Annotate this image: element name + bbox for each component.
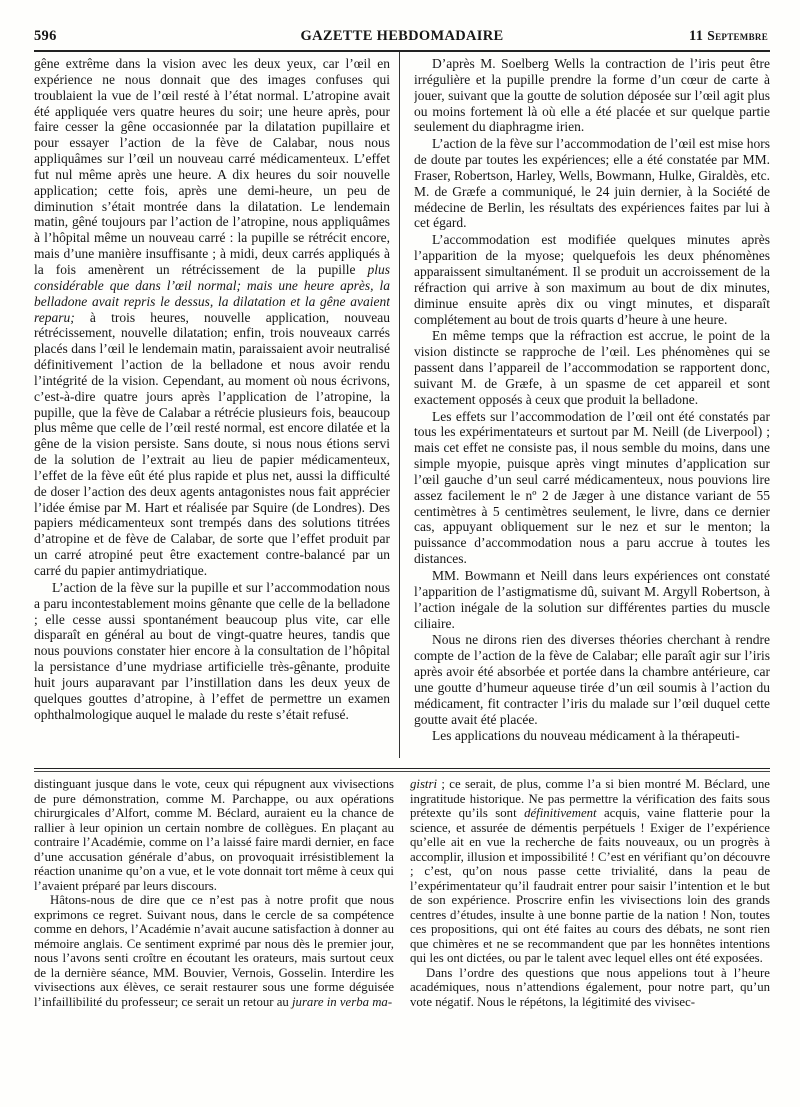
lower-right-column: [410, 777, 770, 1107]
paragraph: [410, 777, 770, 966]
paragraph: [34, 893, 394, 1009]
text-run: gêne extrême dans la vision avec les deux yeux, car l’œil en expérience ne nous donnait que des images confuses qui troublaient la vue de l’œil resté à l’état normal. L’atropine avait été appliquée vers quatre heures du soir; une heure après, pour faire cesser la gêne occasionnée par la dilatation pupillaire et pour essayer l’action de la fève de Calabar, nous nous appliquâmes sur l’œil un nouveau carré médicamenteux. L’effet fut nul même après une heure. A dix heures du soir nouvelle application; cette fois, après une demi-heure, un peu de diminution s’était montrée dans la dilatation. Le lendemain matin, gêné toujours par l’action de l’atropine, nous appliquâmes à l’hôpital même un nouveau carré : la pupille se rétrécit encore, mais d’une manière insuffisante ; à midi, deux carrés appliqués à la fois amenèrent un rétrécissement de la pupille: [34, 56, 390, 277]
text-run: à trois heures, nouvelle application, nouveau rétrécissement, nouvelle dilatation; enfin, trois nouveaux carrés placés dans l’œil le lendemain matin, paraissaient avoir neutralisé définitivement l’action de la belladone et nous avoir rendu l’intégrité de la vision. Cependant, au moment où nous écrivons, c’est-à-dire quatre jours après l’application de l’atropine, la pupille, que la fève de Calabar a rétrécie plusieurs fois, beaucoup plus même que celle de l’œil resté normal, est encore dilatée et la gêne de la vision persiste. Sans doute, si nous nous étions servi de la solution de l’extrait au lieu de papier médicamenteux, l’effet de la fève eût été plus rapide et plus net, aussi la difficulté de doser l’action des deux agents antagonistes nous fait apprécier l’idée émise par M. Hart et réalisée par Squire (de Londres). Des papiers médicamenteux sont trempés dans des solutions titrées d’atropine et de fève de Calabar, de sorte que l’effet produit par un carré atropiné peut être exactement contre-balancé par un carré du papier antimydriatique.: [34, 309, 390, 578]
feuilleton-section: [34, 772, 770, 1107]
lower-left-column: [34, 777, 394, 1107]
paragraph: En même temps que la réfraction est accrue, le point de la vision distincte se rapproche de l’œil. Les phénomènes qui se passent dans l’appareil de l’accommodation se rapportent donc, suivant M. de Græfe, à un spasme de cet appareil et sont exactement opposés à ceux que produit la belladone.: [414, 328, 770, 407]
paragraph: Dans l’ordre des questions que nous appelions tout à l’heure académiques, nous n’attendions également, pour notre part, qu’un vote négatif. Nous le répétons, la légitimité des vivisec-: [410, 965, 770, 1009]
page-number: 596: [34, 28, 57, 44]
issue-day: 11: [689, 28, 704, 44]
issue-date: [689, 28, 768, 45]
paragraph: L’action de la fève sur l’accommodation de l’œil est mise hors de doute par toutes les expériences; elle a été constatée par MM. Fraser, Robertson, Harley, Wells, Bowmann, Hulke, Giraldès, etc. M. de Græfe a communiqué, le 24 juin dernier, à la Société de médecine de Berlin, les résultats des expériences faites par lui à cet égard.: [414, 136, 770, 231]
paragraph: L’action de la fève sur la pupille et sur l’accommodation nous a paru incontestablement moins gênante que celle de la belladone ; elle cesse aussi spontanément beaucoup plus vite, car elle disparaît en général au bout de vingt-quatre heures, tandis que nous pouvions constater hier encore à la consultation de l’hôpital la persistance d’une mydriase artificielle très-gênante, produite huit jours auparavant par l’instillation dans les deux yeux de quelques gouttes d’atropine, à l’effet de permettre un examen ophthalmologique auquel le malade du reste s’était refusé.: [34, 579, 390, 722]
paragraph: Nous ne dirons rien des diverses théories cherchant à rendre compte de l’action de la fève de Calabar; elle paraît agir sur l’iris après avoir été absorbée et portée dans la chambre antérieure, car une goutte d’humeur aqueuse tirée d’un œil soumis à l’action du médicament, fit contracter l’iris du malade sur l’œil duquel cette goutte avait été placée.: [414, 632, 770, 727]
column-divider: [399, 52, 400, 758]
text-run: Hâtons-nous de dire que ce n’est pas à notre profit que nous exprimons ce regret. Suivant nous, dans le cercle de sa compétence comme en dehors, l’Académie n’avait aucune satisfaction à donner au mémoire anglais. Ce sentiment exprimé par nous dès le premier jour, nous l’avons senti croître en écoutant les orateurs, mais surtout ceux de la dernière séance, MM. Bouvier, Vernois, Gosselin. Interdire les vivisections aux élèves, ce serait restaurer sous une forme déguisée l’infaillibilité du professeur; ce serait un retour au: [34, 893, 394, 1009]
publication-title: GAZETTE HEBDOMADAIRE: [300, 28, 504, 44]
paragraph: L’accommodation est modifiée quelques minutes après l’apparition de la myose; quelquefois les deux phénomènes apparaissent simultanément. Il se produit un accroissement de la réfraction qui arrive à son maximum au bout de dix minutes, diminue ensuite après dix ou vingt minutes, et disparaît complétement au bout de trois quarts d’heure à une heure.: [414, 232, 770, 327]
italic-run: définitivement: [524, 806, 597, 820]
upper-left-column: [34, 52, 390, 758]
article-upper: [34, 52, 770, 758]
paragraph: D’après M. Soelberg Wells la contraction de l’iris peut être irrégulière et la pupille prendre la forme d’un cœur de carte à jouer, suivant que la goutte de solution déposée sur l’œil agit plus ou moins fortement là où elle a été placée et sur quelque partie seulement du diaphragme irien.: [414, 56, 770, 135]
text-run: acquis, vaine flatterie pour la science, et assurée de démentis perpétuels ! Exiger de l’expérience qu’elle ait en vue la recherche de faits nouveaux, ou un progrès à accomplir, illusion et impossibilité ! C’est en vérifiant qu’on découvre ; c’est, qu’on nous passe cette trivialité, dans la peau de l’expérimentateur qu’il faudrait entrer pour saisir l’intention et le but de son expérience. Proscrire enfin les vivisections loin des grands centres d’études, insulte à une bonne partie de la nation ! Non, toutes ces propositions, qui ont été faites au cours des débats, ne sont rien que chimères et ne se recommandent que par les honnêtes intentions qui les ont dictées, ou par le talent avec lequel elles ont été exposées.: [410, 806, 770, 965]
paragraph: Les effets sur l’accommodation de l’œil ont été constatés par tous les expérimentateurs et surtout par M. Neill (de Liverpool) ; mais cet effet ne consiste pas, il nous semble du moins, dans une simple myopie, puisque après vingt minutes d’application sur l’œil gauche d’un seul carré médicamenteux, nous pouvions lire assez facilement le nº 2 de Jæger à une distance variant de 55 centimètres à 5 centimètres seulement, le livre, dans ce dernier cas, appuyant obliquement sur le nez et sur le menton; la puissance d’accommodation nous a paru accrue à toutes les distances.: [414, 408, 770, 567]
italic-run: gistri: [410, 777, 438, 791]
italic-run: plus considérable que dans l’œil normal; mais une heure après, la belladone avait repris le dessus, la dilatation et la gêne avaient reparu;: [34, 261, 390, 325]
paragraph: [34, 56, 390, 579]
page-header: [34, 22, 770, 46]
text-run: ; ce serait, de plus, comme l’a si bien montré M. Béclard, une ingratitude historique. Ne pas permettre la vérification des faits sous prétexte qu’ils sont: [410, 777, 770, 820]
paragraph: distinguant jusque dans le vote, ceux qui répugnent aux vivisections de pure démonstration, comme M. Parchappe, ou aux opérations chirurgicales d’Alfort, comme M. Béclard, auraient eu la chance de rallier à leur opinion un certain nombre de collègues. En plaçant au contraire l’Académie, comme on l’a laissé faire mardi dernier, en face d’une accusation générale d’abus, on provoquait irrésistiblement la réaction unanime qu’on a vue, et le vote donnait tort même à ceux qui l’avaient préparé par leurs discours.: [34, 777, 394, 893]
paragraph: MM. Bowmann et Neill dans leurs expériences ont constaté l’apparition de l’astigmatisme dû, suivant M. Argyll Robertson, à l’action inégale de la solution sur différentes parties du muscle ciliaire.: [414, 568, 770, 631]
issue-month: Septembre: [707, 28, 768, 43]
upper-right-column: [414, 52, 770, 758]
paragraph: Les applications du nouveau médicament à la thérapeuti-: [432, 728, 740, 744]
italic-run: jurare in verba ma-: [291, 994, 393, 1009]
